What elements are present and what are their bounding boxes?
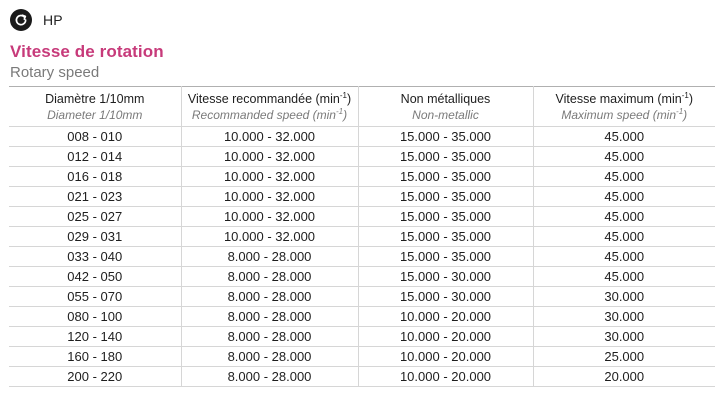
table-row	[9, 307, 715, 327]
table-cell: 10.000 - 32.000	[181, 167, 358, 187]
table-header-row	[9, 87, 715, 127]
table-cell: 15.000 - 35.000	[358, 227, 533, 247]
table-cell: 45.000	[533, 167, 715, 187]
table-cell: 10.000 - 32.000	[181, 207, 358, 227]
table-cell: 055 - 070	[9, 287, 181, 307]
table-cell: 15.000 - 35.000	[358, 167, 533, 187]
table-cell: 30.000	[533, 287, 715, 307]
table-cell: 080 - 100	[9, 307, 181, 327]
column-header-diameter	[9, 87, 181, 127]
table-cell: 016 - 018	[9, 167, 181, 187]
table-cell: 021 - 023	[9, 187, 181, 207]
table-cell: 45.000	[533, 187, 715, 207]
table-cell: 20.000	[533, 367, 715, 387]
table-cell: 45.000	[533, 207, 715, 227]
table-row	[9, 127, 715, 147]
brand-label: HP	[43, 12, 63, 28]
table-cell: 10.000 - 32.000	[181, 127, 358, 147]
table-row	[9, 287, 715, 307]
table-row	[9, 327, 715, 347]
table-cell: 10.000 - 20.000	[358, 307, 533, 327]
table-cell: 008 - 010	[9, 127, 181, 147]
column-header-fr: Non métalliques	[400, 91, 491, 106]
table-cell: 10.000 - 20.000	[358, 327, 533, 347]
table-cell: 029 - 031	[9, 227, 181, 247]
table-cell: 45.000	[533, 247, 715, 267]
table-cell: 8.000 - 28.000	[181, 307, 358, 327]
table-row	[9, 207, 715, 227]
table-cell: 30.000	[533, 307, 715, 327]
table-cell: 15.000 - 35.000	[358, 187, 533, 207]
column-header-recommended-speed	[181, 87, 358, 127]
table-cell: 8.000 - 28.000	[181, 247, 358, 267]
page-title: Vitesse de rotation	[10, 42, 164, 61]
column-header-en: Maximum speed $(\min^{-1})$	[561, 106, 688, 122]
table-cell: 025 - 027	[9, 207, 181, 227]
table-cell: 8.000 - 28.000	[181, 327, 358, 347]
column-header-fr: Diamètre 1/10mm	[45, 91, 145, 106]
table-row	[9, 247, 715, 267]
table-row	[9, 367, 715, 387]
table-row	[9, 187, 715, 207]
table-cell: 10.000 - 32.000	[181, 227, 358, 247]
table-cell: 200 - 220	[9, 367, 181, 387]
table-cell: 15.000 - 35.000	[358, 247, 533, 267]
table-row	[9, 227, 715, 247]
table-cell: 45.000	[533, 127, 715, 147]
table-cell: 15.000 - 30.000	[358, 267, 533, 287]
table-cell: 8.000 - 28.000	[181, 267, 358, 287]
table-cell: 8.000 - 28.000	[181, 367, 358, 387]
table-cell: 160 - 180	[9, 347, 181, 367]
table-cell: 120 - 140	[9, 327, 181, 347]
table-cell: 25.000	[533, 347, 715, 367]
column-header-en: Recommanded speed $(\min^{-1})$	[191, 106, 348, 122]
table-row	[9, 167, 715, 187]
table-cell: 45.000	[533, 147, 715, 167]
table-cell: 042 - 050	[9, 267, 181, 287]
table-cell: 8.000 - 28.000	[181, 287, 358, 307]
column-header-maximum-speed	[533, 87, 715, 127]
table-cell: 30.000	[533, 327, 715, 347]
table-cell: 033 - 040	[9, 247, 181, 267]
column-header-fr: Vitesse maximum $(\min^{-1})$	[555, 90, 693, 106]
rotate-icon	[10, 9, 32, 31]
rotary-speed-table	[9, 86, 715, 387]
table-cell: 8.000 - 28.000	[181, 347, 358, 367]
table-cell: 45.000	[533, 267, 715, 287]
header	[10, 9, 63, 31]
table-cell: 10.000 - 32.000	[181, 187, 358, 207]
table-row	[9, 347, 715, 367]
table-row	[9, 147, 715, 167]
table-cell: 15.000 - 30.000	[358, 287, 533, 307]
table-row	[9, 267, 715, 287]
table-cell: 45.000	[533, 227, 715, 247]
column-header-non-metallic	[358, 87, 533, 127]
page-subtitle: Rotary speed	[10, 64, 100, 81]
table-cell: 10.000 - 20.000	[358, 347, 533, 367]
table-cell: 10.000 - 32.000	[181, 147, 358, 167]
column-header-en: Diameter 1/10mm	[47, 107, 143, 122]
table-cell: 15.000 - 35.000	[358, 127, 533, 147]
table-cell: 10.000 - 20.000	[358, 367, 533, 387]
table-body	[9, 127, 715, 387]
table-cell: 15.000 - 35.000	[358, 147, 533, 167]
column-header-fr: Vitesse recommandée $(\min^{-1})$	[187, 90, 352, 106]
table-cell: 012 - 014	[9, 147, 181, 167]
table-cell: 15.000 - 35.000	[358, 207, 533, 227]
column-header-en: Non-metallic	[412, 107, 479, 122]
